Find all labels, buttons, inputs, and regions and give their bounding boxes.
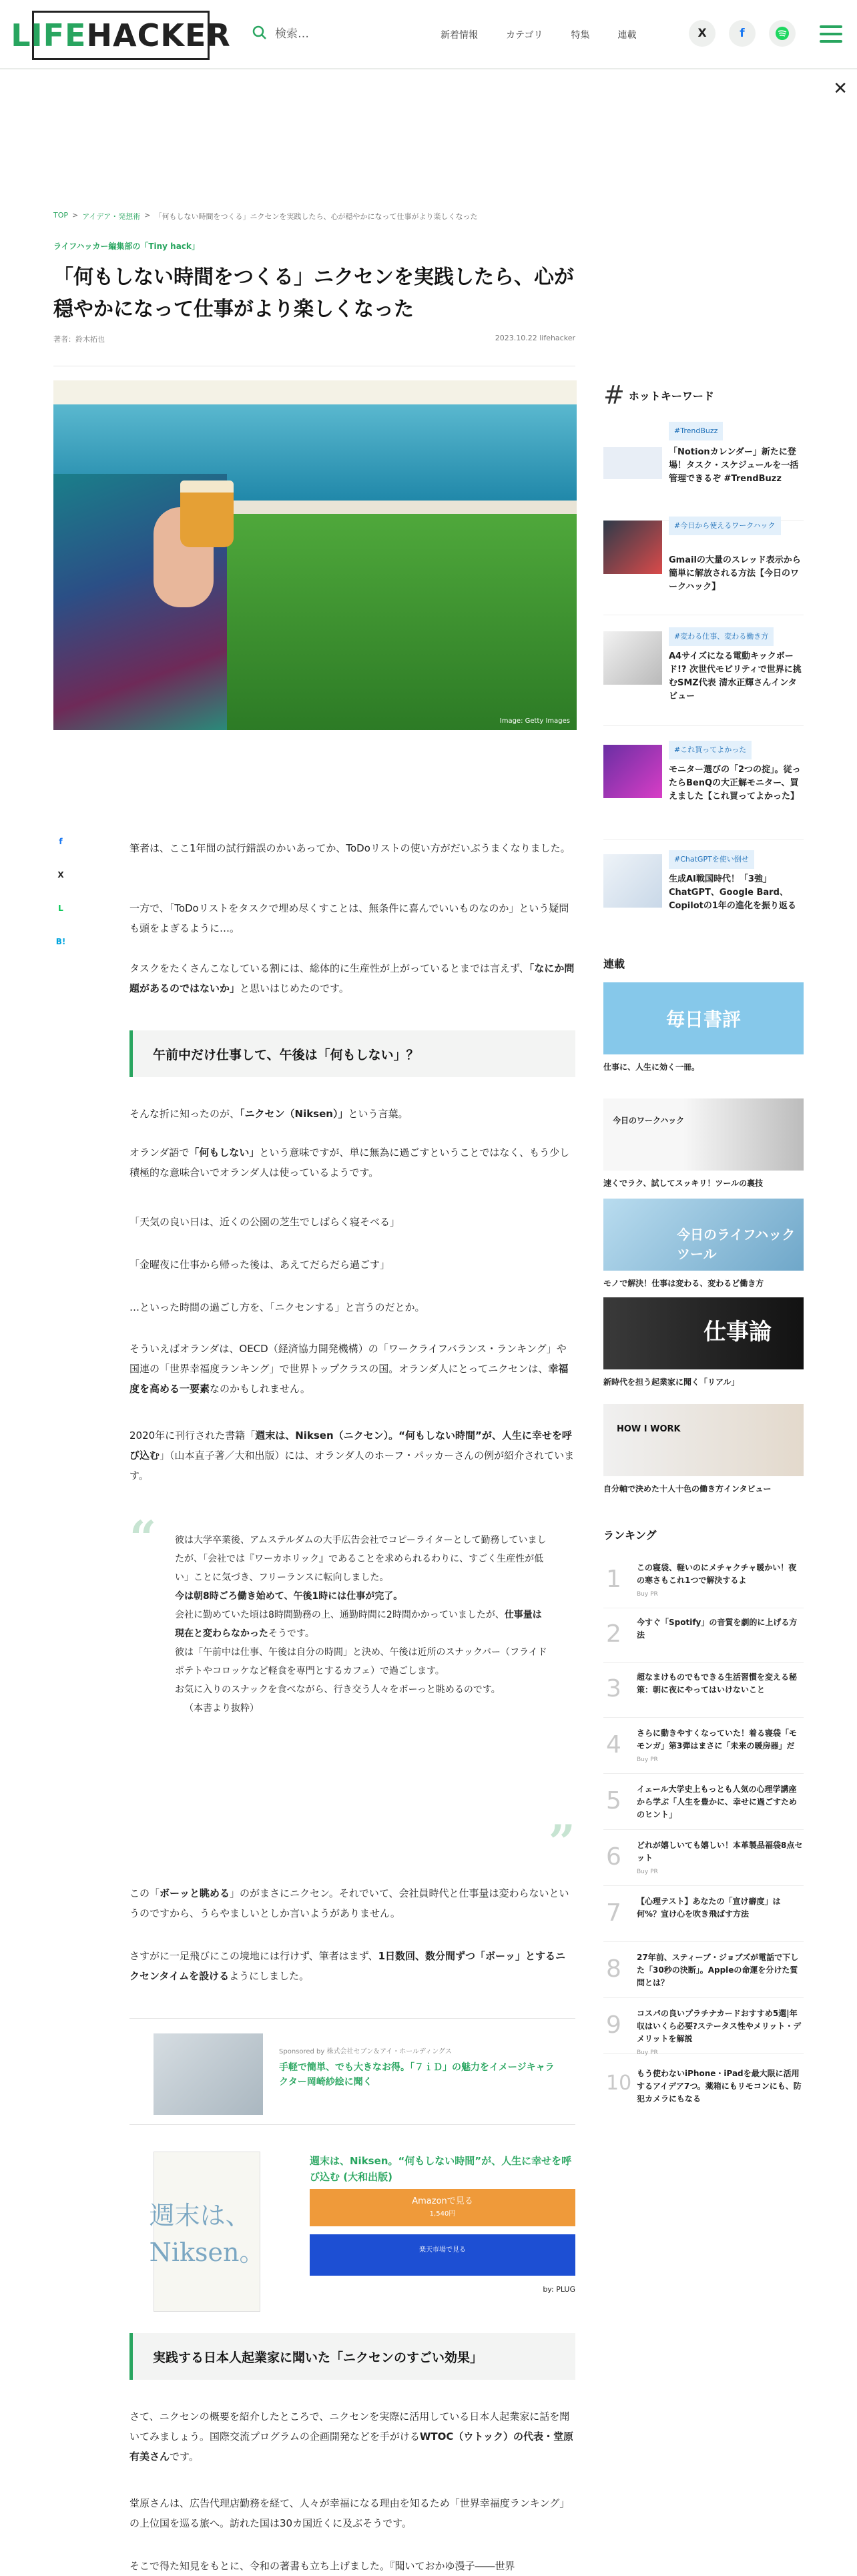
breadcrumb-sep: > [144, 211, 151, 220]
paragraph: 一方で、「ToDoリストをタスクで埋め尽くすことは、無条件に喜んでいいものなのか」という疑問も頭をよぎるように…。 [129, 902, 569, 934]
main-nav [441, 28, 636, 41]
paragraph: 筆者は、ここ1年間の試行錯誤のかいあってか、ToDoリストの使い方がだいぶうまくなりました。 [129, 842, 571, 854]
series-item[interactable]: HOW I WORK 自分軸で決めた十人十色の働き方インタビュー [603, 1404, 804, 1494]
paragraph: さて、ニクセンの概要を紹介したところで、ニクセンを実際に活用している日本人起業家に話を聞いてみましょう。国際交流プログラムの企画開発などを手がけるWTOC（ウトック）の代表・堂原有美さんです。 [129, 2410, 573, 2463]
author-link[interactable]: 著者：鈴木拓也 [53, 335, 105, 344]
hamburger-menu-icon[interactable] [820, 25, 842, 43]
hero-image [53, 380, 577, 730]
share-bar [53, 834, 68, 949]
series-heading: 連載 [603, 958, 625, 970]
publish-date: 2023.10.22 lifehacker [495, 334, 575, 342]
hatena-share-icon[interactable]: B! [55, 937, 66, 946]
quote-line: 会社に勤めていた頃は8時間勤務の上、通勤時間に2時間かかっていましたが、仕事量は現在と変わらなかったそうです。 [175, 1610, 542, 1639]
section-heading: 午前中だけ仕事して、午後は「何もしない」？ [129, 1030, 575, 1077]
paragraph: この「ボーッと眺める」のがまさにニクセン。それでいて、会社員時代と仕事量は変わらないというのですから、うらやましいとしか言いようがありません。 [129, 1887, 569, 1919]
amazon-button[interactable]: Amazonで見る 1,540円 [310, 2189, 575, 2226]
quote-source: （本書より抜粋） [184, 1703, 259, 1714]
series-banner: 毎日書評 [603, 982, 804, 1054]
ranking-item[interactable]: 10 もう使わないiPhone・iPadを最大限に活用するアイデア7つ。薬箱にもリモコンにも、防犯カメラにもなる [606, 2069, 802, 2104]
book-title[interactable]: 週末は、Niksen。“何もしない時間”が、人生に幸せを呼び込む (大和出版) [310, 2155, 572, 2183]
hot-thumb [603, 426, 662, 479]
sponsored-image [154, 2033, 263, 2115]
paragraph: タスクをたくさんこなしている割には、総体的に生産性が上がっているとまでは言えず、「なにか問題があるのではないか」と思いはじめたのです。 [129, 962, 575, 994]
hot-item[interactable]: #ChatGPTを使い倒せ 生成AI戦国時代！「3強」ChatGPT、Google Bard、Copilotの1年の進化を振り返る [603, 850, 804, 949]
ranking-item[interactable]: 4 さらに動きやすくなっていた！着る寝袋「モモンガ」第3弾はまさに「未来の暖房器」だ Buy PR [603, 1722, 804, 1774]
search-box[interactable] [252, 24, 309, 41]
paragraph: 「金曜夜に仕事から帰った後は、あえてだらだら過ごす」 [129, 1259, 390, 1271]
facebook-share-icon[interactable]: f [59, 837, 63, 846]
ranking-item[interactable]: 3 超なまけものでもできる生活習慣を変える秘策：朝に夜にやってはいけないこと [603, 1666, 804, 1718]
book-cover[interactable]: 週末は、Niksen。 [154, 2152, 260, 2312]
breadcrumb-category[interactable]: アイデア・発想術 [82, 212, 141, 221]
image-credit: Image: Getty Images [499, 717, 570, 725]
series-item[interactable]: 仕事論 新時代を担う起業家に聞く「リアル」 [603, 1297, 804, 1387]
hot-item[interactable]: #今日から使えるワークハック Gmailの大量のスレッド表示から簡単に解放される方法【今日のワークハック】 [603, 517, 804, 615]
book-widget [129, 2138, 575, 2322]
paragraph: そこで得た知見をもとに、令和の著書も立ち上げました。『聞いておかゆ漫子――世界 [129, 2560, 515, 2572]
close-ad-icon[interactable]: ✕ [833, 79, 848, 99]
hot-thumb [603, 854, 662, 908]
paragraph: 堂原さんは、広告代理店勤務を経て、人々が幸福になる理由を知るため「世界幸福度ランキング」の上位国を巡る旅へ。訪れた国は30カ国近くに及ぶそうです。 [129, 2497, 570, 2529]
ranking-item[interactable]: 8 27年前、スティーブ・ジョブズが電話で下した「30秒の決断」。Appleの命運を分けた質問とは？ [603, 1946, 804, 1998]
line-share-icon[interactable]: L [58, 904, 63, 913]
hot-item[interactable]: #変わる仕事、変わる働き方 A4サイズになる電動キックボード!? 次世代モビリティで世界に挑むSMZ代表 清水正輝さんインタビュー [603, 627, 804, 726]
hot-thumb [603, 521, 662, 574]
breadcrumb-top[interactable]: TOP [53, 211, 69, 220]
hot-thumb [603, 631, 662, 685]
paragraph: 「天気の良い日は、近くの公園の芝生でしばらく寝そべる」 [129, 1216, 400, 1228]
search-icon [252, 25, 267, 40]
series-item[interactable]: 毎日書評 仕事に、人生に効く一冊。 [603, 982, 804, 1072]
paragraph: さすがに一足飛びにこの境地には行けず、筆者はまず、1日数回、数分間ずつ「ボーッ」とするニクセンタイムを設けるようにしました。 [129, 1950, 566, 1982]
nav-new[interactable]: 新着情報 [441, 30, 478, 41]
logo-hacker: HACKER [86, 17, 231, 53]
blockquote [129, 1510, 575, 1870]
ranking-item[interactable]: 1 この寝袋、軽いのにメチャクチャ暖かい！夜の寒さもこれ1つで解決するよ Buy PR [603, 1556, 804, 1608]
hash-icon: # [603, 380, 625, 410]
series-banner: HOW I WORK [603, 1404, 804, 1476]
quote-close-icon: ” [548, 1815, 575, 1870]
logo-life: LIFE [11, 17, 87, 53]
plug-credit: by: PLUG [543, 2285, 575, 2294]
spotify-icon[interactable] [769, 20, 796, 47]
nav-series[interactable]: 連載 [617, 30, 637, 41]
series-banner: 今日のワークハック [603, 1098, 804, 1171]
quote-open-icon: “ [129, 1510, 157, 1566]
article-meta [53, 334, 575, 366]
breadcrumb-current: 「何もしない時間をつくる」ニクセンを実践したら、心が穏やかになって仕事がより楽しくなった [154, 212, 478, 221]
x-share-icon[interactable]: X [57, 870, 64, 880]
sponsored-card[interactable] [129, 2018, 575, 2125]
series-item[interactable]: 今日のワークハック 速くでラク、試してスッキリ！ツールの裏技 [603, 1098, 804, 1189]
ranking-item[interactable]: 6 どれが嬉しいても嬉しい！本革製品福袋8点セット Buy PR [603, 1834, 804, 1886]
breadcrumb [53, 211, 477, 222]
hot-keywords-heading: # ホットキーワード [603, 380, 714, 410]
site-logo[interactable] [11, 11, 231, 60]
sponsor-label: Sponsored by 株式会社セブン＆アイ・ホールディングス [279, 2048, 452, 2055]
series-item[interactable]: 今日のライフハックツール モノで解決！仕事は変わる、変わるど働き方 [603, 1199, 804, 1289]
hot-item[interactable]: #TrendBuzz 「Notionカレンダー」新たに登場！タスク・スケジュールを一括管理できるぞ #TrendBuzz [603, 422, 804, 521]
paragraph: オランダ語で「何もしない」という意味ですが、単に無為に過ごすということではなく、もう少し積極的な意味合いでオランダ人は使っているようです。 [129, 1147, 570, 1179]
nav-feature[interactable]: 特集 [571, 30, 590, 41]
quote-line: お気に入りのスナックを食べながら、行き交う人々をボーっと眺めるのです。 [175, 1684, 501, 1695]
paragraph: そんな折に知ったのが、「ニクセン（Niksen）」という言葉。 [129, 1108, 408, 1120]
nav-category[interactable]: カテゴリ [506, 30, 543, 41]
series-banner: 仕事論 [603, 1297, 804, 1369]
facebook-icon[interactable]: f [729, 20, 756, 47]
search-input[interactable]: 検索… [275, 27, 309, 41]
ranking-item[interactable]: 9 コスパの良いプラチナカードおすすめ5選|年収はいくら必要?ステータス性やメリット・デメリットを解説 Buy PR [603, 2002, 804, 2054]
ranking-heading: ランキング [603, 1529, 657, 1542]
paragraph: 2020年に刊行された書籍「週末は、Niksen（ニクセン）。“何もしない時間”が、人生に幸せを呼び込む」（山本直子著／大和出版）には、オランダ人のホーフ・パッカーさんの例が紹介されています。 [129, 1429, 575, 1482]
hot-thumb [603, 745, 662, 798]
rakuten-button[interactable]: 楽天市場で見る [310, 2234, 575, 2276]
sponsored-title: 手軽で簡単、でも大きなお得。「７ｉＤ」の魅力をイメージキャラクター岡崎紗絵に聞く [279, 2062, 555, 2087]
site-header [0, 0, 857, 69]
ranking-item[interactable]: 2 今すぐ「Spotify」の音質を劇的に上げる方法 [603, 1611, 804, 1663]
quote-line: 彼は大学卒業後、アムステルダムの大手広告会社でコピーライターとして勤務していましたが、「会社では『ワーカホリック』であることを求められるわりに、すごく生産性が低い」ことに気づき、フリーランスに転向しました。 [175, 1535, 547, 1583]
paragraph: そういえばオランダは、OECD（経済協力開発機構）の「ワークライフバランス・ランキング」や国連の「世界幸福度ランキング」で世界トップクラスの国。オランダ人にとってニクセンは、幸福度を高める一要素なのかもしれません。 [129, 1343, 569, 1395]
section-heading: 実践する日本人起業家に聞いた「ニクセンのすごい効果」 [129, 2333, 575, 2380]
ranking-item[interactable]: 7 【心理テスト】あなたの「宣け癖度」は何%？宣け心を吹き飛ばす方法 [603, 1890, 804, 1942]
breadcrumb-sep: > [72, 211, 79, 220]
paragraph: …といった時間の過ごし方を、「ニクセンする」と言うのだとか。 [129, 1301, 425, 1313]
series-banner: 今日のライフハックツール [603, 1199, 804, 1271]
quote-line: 今は朝8時ごろ働き始めて、午後1時には仕事が完了。 [175, 1591, 403, 1602]
x-icon[interactable]: X [689, 20, 716, 47]
series-link[interactable]: ライフハッカー編集部の「Tiny hack」 [53, 242, 200, 251]
article-title: 「何もしない時間をつくる」ニクセンを実践したら、心が穏やかになって仕事がより楽しくなった [53, 266, 574, 321]
ranking-item[interactable]: 5 イェール大学史上もっとも人気の心理学講座から学ぶ「人生を豊かに、幸せに過ごすためのヒント」 [603, 1778, 804, 1830]
hot-item[interactable]: #これ買ってよかった モニター選びの「2つの掟」。従ったらBenQの大正解モニター、買えました【これ買ってよかった】 [603, 741, 804, 840]
social-links [689, 20, 796, 47]
quote-line: 彼は「午前中は仕事、午後は自分の時間」と決め、午後は近所のスナックバー（フライドポテトやコロッケなど軽食を専門とするカフェ）で過ごします。 [175, 1647, 547, 1676]
